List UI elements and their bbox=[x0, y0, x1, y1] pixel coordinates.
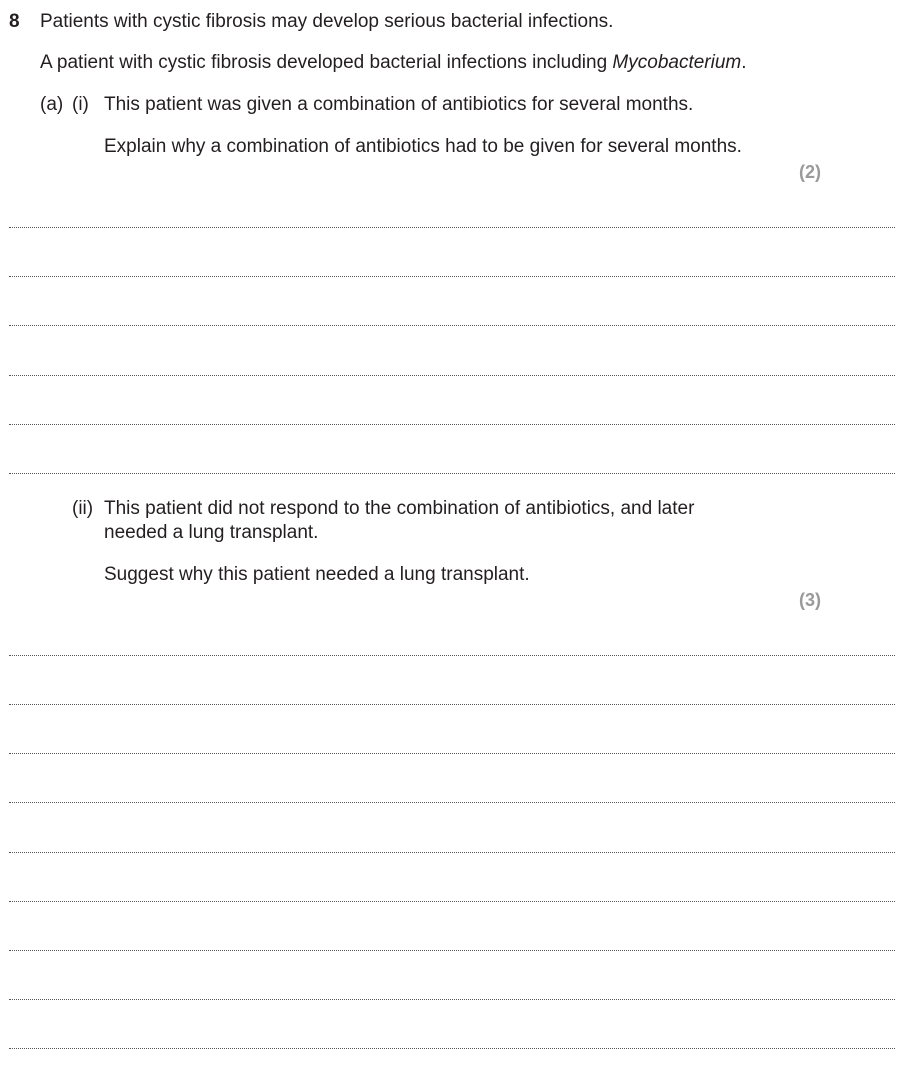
answer-line[interactable] bbox=[9, 1048, 895, 1049]
sub-i-instruction: Explain why a combination of antibiotics had to be given for several months. bbox=[104, 136, 742, 157]
part-a-label: (a) bbox=[40, 94, 64, 115]
sub-ii-statement-line2: needed a lung transplant. bbox=[104, 522, 319, 543]
context-suffix: . bbox=[741, 52, 747, 73]
answer-line[interactable] bbox=[9, 375, 895, 376]
sub-ii-label: (ii) bbox=[72, 498, 94, 519]
sub-ii-marks: (3) bbox=[799, 590, 821, 610]
organism-name: Mycobacterium bbox=[612, 52, 742, 73]
answer-line[interactable] bbox=[9, 802, 895, 803]
question-number: 8 bbox=[9, 11, 20, 32]
answer-line[interactable] bbox=[9, 950, 895, 951]
question-context bbox=[40, 51, 747, 75]
context-prefix: A patient with cystic fibrosis developed bacterial infections including bbox=[40, 52, 613, 73]
answer-line[interactable] bbox=[9, 901, 895, 902]
answer-line[interactable] bbox=[9, 753, 895, 754]
answer-line[interactable] bbox=[9, 276, 895, 277]
sub-i-marks: (2) bbox=[799, 162, 821, 182]
question-stem: Patients with cystic fibrosis may develop serious bacterial infections. bbox=[40, 11, 614, 32]
answer-line[interactable] bbox=[9, 325, 895, 326]
sub-i-label: (i) bbox=[72, 94, 89, 115]
answer-line[interactable] bbox=[9, 473, 895, 474]
sub-i-statement: This patient was given a combination of antibiotics for several months. bbox=[104, 94, 694, 115]
sub-ii-statement-line1: This patient did not respond to the combination of antibiotics, and later bbox=[104, 498, 695, 519]
answer-line[interactable] bbox=[9, 655, 895, 656]
answer-line[interactable] bbox=[9, 424, 895, 425]
answer-line[interactable] bbox=[9, 852, 895, 853]
sub-ii-instruction: Suggest why this patient needed a lung transplant. bbox=[104, 564, 530, 585]
answer-line[interactable] bbox=[9, 704, 895, 705]
answer-line[interactable] bbox=[9, 999, 895, 1000]
answer-line[interactable] bbox=[9, 227, 895, 228]
